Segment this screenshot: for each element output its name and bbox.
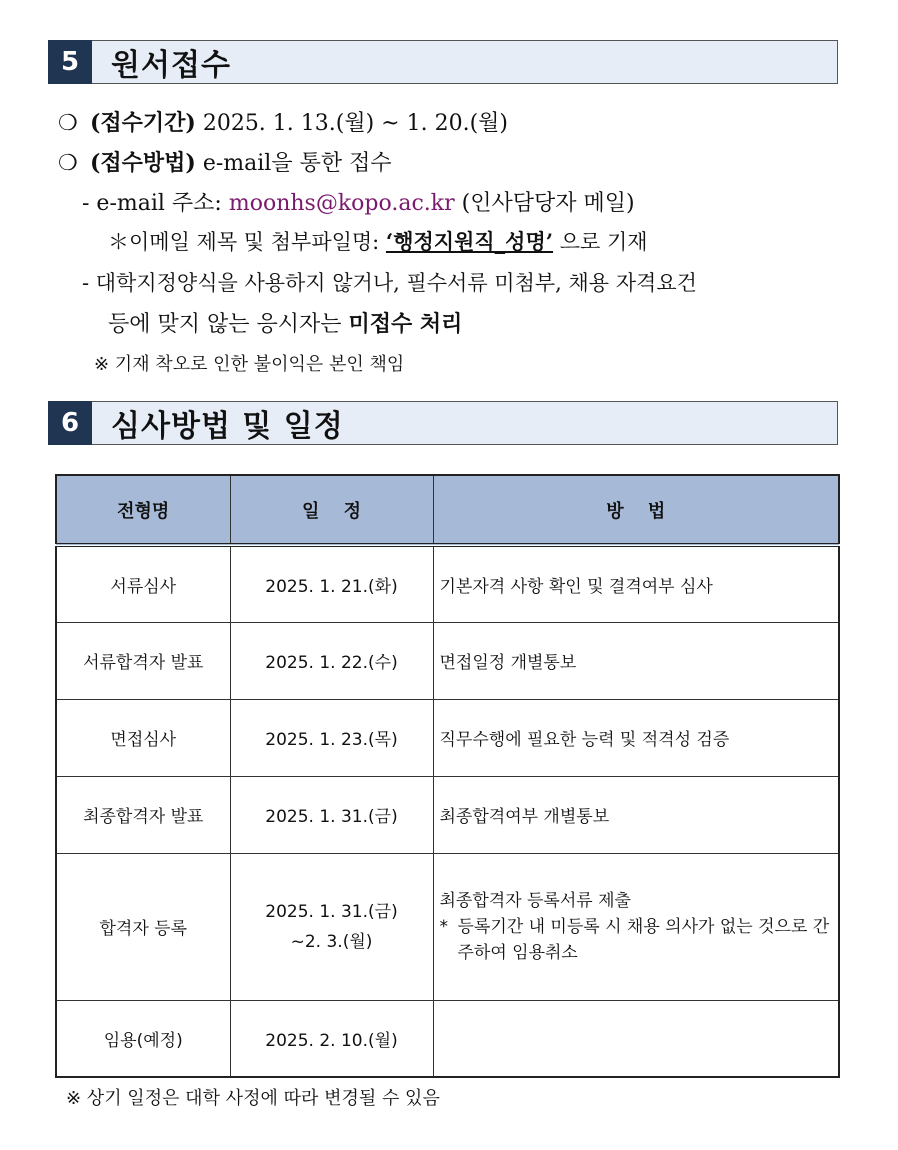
application-period [58,106,508,137]
stage-cell: 임용(예정) [56,1000,230,1077]
date-cell: 2025. 1. 22.(수) [230,622,433,699]
table-row [56,1000,839,1077]
note-text: 등록기간 내 미등록 시 채용 의사가 없는 것으로 간주하여 임용취소 [457,916,830,963]
date-cell: 2025. 2. 10.(월) [230,1000,433,1077]
header-method: 방 법 [433,475,839,545]
subject-prefix: ＊이메일 제목 및 첨부파일명: [108,230,386,254]
warning-line-2 [108,307,462,338]
application-method [58,146,392,177]
date-cell: 2025. 1. 31.(금) [230,776,433,853]
label: (접수기간) [90,110,196,136]
circle-bullet-icon: ❍ [58,151,78,176]
schedule-table [55,474,840,1078]
method-cell: 기본자격 사항 확인 및 결격여부 심사 [433,545,839,622]
text: 2025. 1. 13.(월) ~ 1. 20.(월) [195,111,508,136]
method-note [440,914,838,966]
method-cell [433,853,839,1000]
method-cell: 직무수행에 필요한 능력 및 적격성 검증 [433,699,839,776]
method-cell: 최종합격여부 개별통보 [433,776,839,853]
asterisk-icon: * [439,916,448,937]
table-row [56,853,839,1000]
subject-suffix: 으로 기재 [553,230,648,254]
email-link[interactable]: moonhs@kopo.ac.kr [228,191,455,216]
section-number: 5 [48,40,92,84]
text: e-mail을 통한 접수 [195,151,392,176]
warning-prefix: 등에 맞지 않는 응시자는 [108,312,349,337]
date-cell: 2025. 1. 23.(목) [230,699,433,776]
warning-bold: 미접수 처리 [348,311,463,337]
method-text: 최종합격자 등록서류 제출 [439,890,631,911]
date-cell: 2025. 1. 21.(화) [230,545,433,622]
email-prefix: - e-mail 주소: [82,191,229,216]
warning-line-1: - 대학지정양식을 사용하지 않거나, 필수서류 미첨부, 채용 자격요건 [82,271,697,295]
date-start: 2025. 1. 31.(금) [265,901,398,922]
method-cell [433,1000,839,1077]
email-suffix: (인사담당자 메일) [454,191,635,216]
section-number: 6 [48,401,92,445]
email-line [82,186,635,217]
section-title: 심사방법 및 일정 [111,409,344,444]
table-row [56,699,839,776]
date-end: ~2. 3.(월) [290,931,373,952]
label: (접수방법) [90,150,196,176]
header-stage: 전형명 [56,475,230,545]
table-row [56,776,839,853]
section-6-header [48,401,838,445]
stage-cell: 서류심사 [56,545,230,622]
note-line: ※ 기재 착오로 인한 불이익은 본인 책임 [94,354,405,375]
subject-name: ‘행정지원직_성명’ [385,229,554,254]
stage-cell: 면접심사 [56,699,230,776]
method-cell: 면접일정 개별통보 [433,622,839,699]
stage-cell: 합격자 등록 [56,853,230,1000]
stage-cell: 최종합격자 발표 [56,776,230,853]
stage-cell: 서류합격자 발표 [56,622,230,699]
header-date: 일 정 [230,475,433,545]
date-cell [230,853,433,1000]
table-row [56,545,839,622]
section-5-header [48,40,838,84]
subject-line [108,226,648,256]
circle-bullet-icon: ❍ [58,111,78,136]
schedule-footnote: ※ 상기 일정은 대학 사정에 따라 변경될 수 있음 [66,1088,440,1109]
table-row [56,622,839,699]
section-title: 원서접수 [111,48,231,83]
table-header-row [56,475,839,545]
